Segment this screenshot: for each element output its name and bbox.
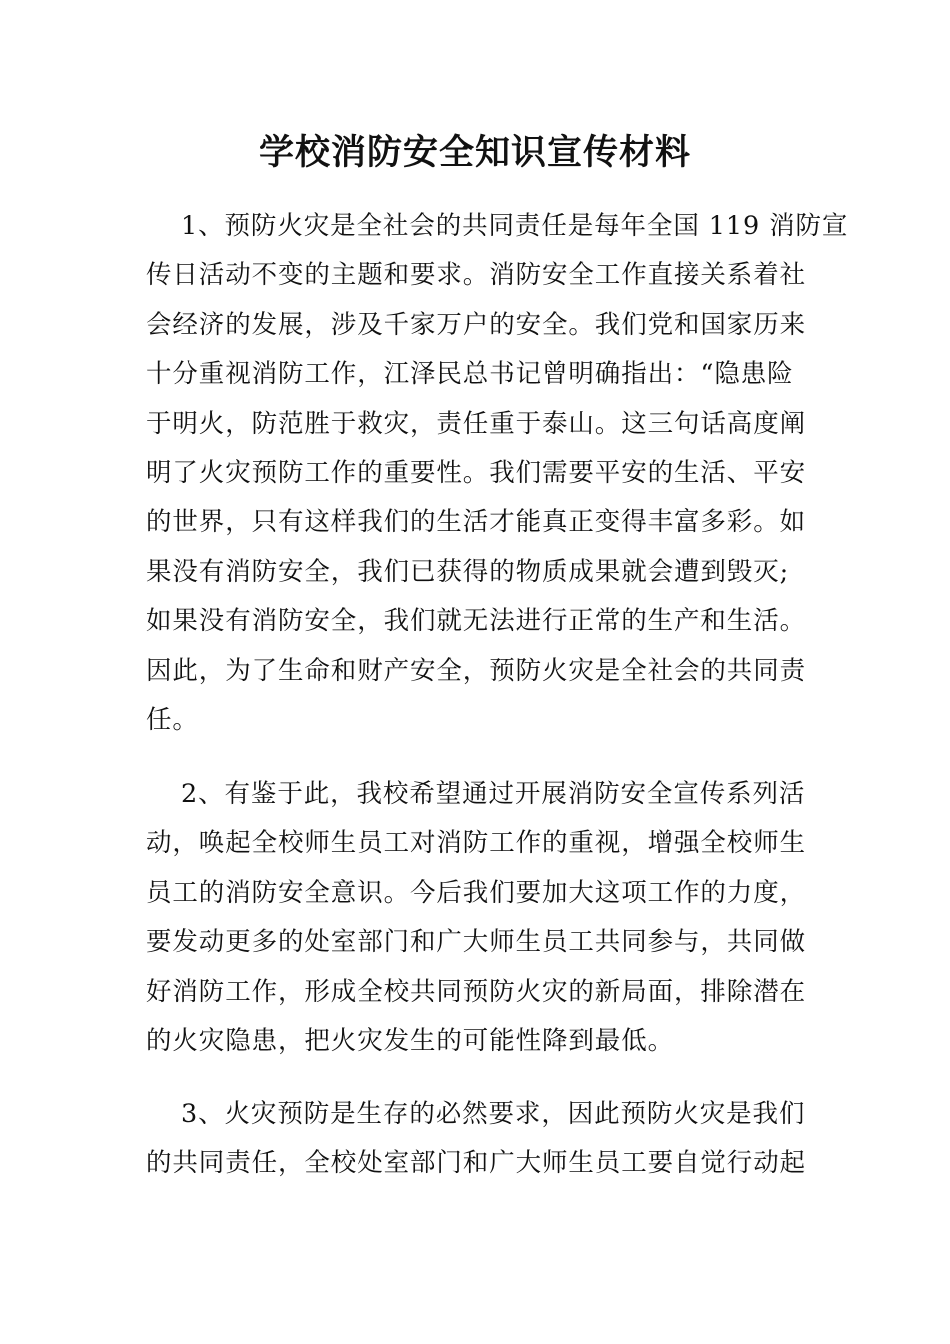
paragraph-line: 的世界，只有这样我们的生活才能真正变得丰富多彩。如 (146, 507, 807, 538)
paragraph-line: 2、有鉴于此，我校希望通过开展消防安全宣传系列活 (181, 779, 806, 809)
paragraph-line: 动，唤起全校师生员工对消防工作的重视，增强全校师生 (146, 828, 807, 859)
paragraph-line: 任。 (146, 704, 199, 735)
paragraph-line: 传日活动不变的主题和要求。消防安全工作直接关系着社 (146, 260, 807, 291)
document-title: 学校消防安全知识宣传材料 (258, 132, 691, 173)
paragraph-3 (146, 1090, 806, 1189)
paragraph-line: 果没有消防安全，我们已获得的物质成果就会遭到毁灭; (146, 556, 790, 587)
paragraph-line: 员工的消防安全意识。今后我们要加大这项工作的力度， (146, 877, 807, 908)
paragraph-line: 因此，为了生命和财产安全，预防火灾是全社会的共同责 (146, 655, 807, 686)
paragraph-line: 要发动更多的处室部门和广大师生员工共同参与，共同做 (146, 927, 807, 958)
paragraph-line: 好消防工作，形成全校共同预防火灾的新局面，排除潜在 (146, 976, 807, 1007)
paragraph-line: 3、火灾预防是生存的必然要求，因此预防火灾是我们 (181, 1099, 806, 1129)
paragraph-line: 如果没有消防安全，我们就无法进行正常的生产和生活。 (146, 606, 807, 637)
paragraph-line: 会经济的发展，涉及千家万户的安全。我们党和国家历来 (146, 309, 807, 340)
paragraph-line: 于明火，防范胜于救灾，责任重于泰山。这三句话高度阐 (146, 408, 807, 439)
paragraph-line: 明了火灾预防工作的重要性。我们需要平安的生活、平安 (146, 457, 807, 488)
paragraph-line: 的共同责任，全校处室部门和广大师生员工要自觉行动起 (146, 1148, 807, 1179)
paragraph-line: 十分重视消防工作，江泽民总书记曾明确指出：“隐患险 (146, 359, 794, 390)
paragraph-2 (146, 770, 806, 1066)
paragraph-1 (146, 202, 849, 745)
paragraph-line: 1、预防火灾是全社会的共同责任是每年全国 119 消防宣 (181, 211, 849, 241)
paragraph-line: 的火灾隐患，把火灾发生的可能性降到最低。 (146, 1025, 675, 1056)
